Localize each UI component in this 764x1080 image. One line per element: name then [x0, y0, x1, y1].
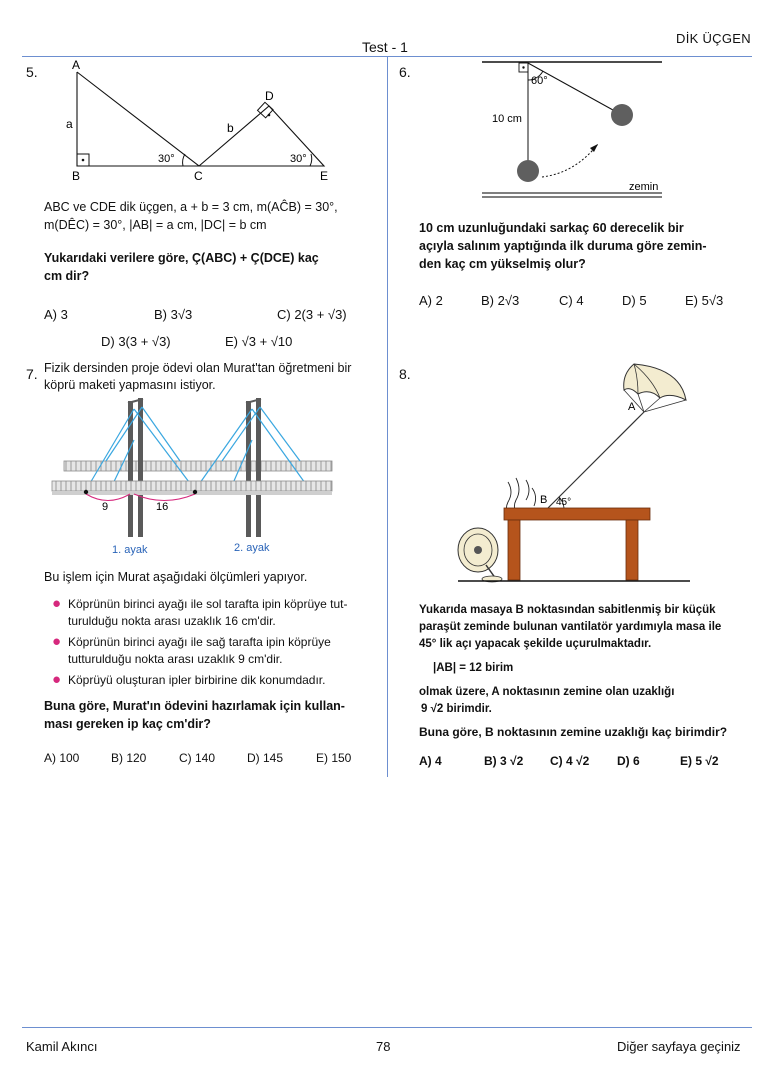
- q8-option-b[interactable]: B) 3 √2: [484, 754, 524, 768]
- q7-bullet2-line2: tutturulduğu nokta arası uzaklık 9 cm'dir.: [68, 652, 283, 666]
- q7-option-b[interactable]: B) 120: [111, 751, 147, 765]
- q8-cond-line2: 9 √2 birimdir.: [421, 703, 492, 715]
- q8-option-a[interactable]: A) 4: [419, 754, 442, 768]
- q8-question: Buna göre, B noktasının zemine uzaklığı kaç birimdir?: [419, 725, 728, 739]
- q6-option-d[interactable]: D) 5: [622, 293, 647, 308]
- q5-label-side-b: b: [227, 121, 234, 135]
- q5-angle-label-c: 30°: [158, 153, 175, 165]
- q7-bullet1-line1: Köprünün birinci ayağı ile sol tarafta ipin köprüye tut-: [68, 597, 348, 611]
- q8-text-line1: Yukarıda masaya B noktasından sabitlenmiş bir küçük: [419, 604, 716, 616]
- q6-option-c[interactable]: C) 4: [559, 293, 584, 308]
- q5-option-c[interactable]: C) 2(3 + √3): [277, 307, 347, 322]
- q7-bullet2-line1: Köprünün birinci ayağı ile sağ tarafta ipin köprüye: [68, 635, 331, 649]
- q8-parachute-figure: [448, 360, 693, 585]
- q5-label-e-vertex: E: [320, 169, 329, 183]
- q7-option-e[interactable]: E) 150: [316, 751, 352, 765]
- q5-text-line2: m(DÊC) = 30°, |AB| = a cm, |DC| = b cm: [44, 218, 267, 232]
- q5-label-b-vertex: B: [72, 169, 81, 183]
- q6-number: 6.: [399, 64, 411, 80]
- q7-measure-intro: Bu işlem için Murat aşağıdaki ölçümleri yapıyor.: [44, 570, 308, 584]
- q7-distance-9: 9: [102, 501, 109, 513]
- q7-bullet3-marker: ●: [52, 671, 62, 688]
- q6-option-e[interactable]: E) 5√3: [685, 293, 724, 308]
- q7-leg1-label: 1. ayak: [112, 544, 148, 556]
- q8-number: 8.: [399, 366, 411, 382]
- q8-text-line2: paraşüt zeminde bulunan vantilatör yardımıyla masa ile: [419, 621, 722, 633]
- q6-length-label: 10 cm: [492, 113, 522, 125]
- q5-option-b[interactable]: B) 3√3: [154, 307, 193, 322]
- q5-angle-label-e: 30°: [290, 153, 307, 165]
- topic-title: DİK ÜÇGEN: [676, 31, 751, 46]
- q7-intro-line1: Fizik dersinden proje ödevi olan Murat'tan öğretmeni bir: [44, 361, 352, 375]
- q6-angle-label: 60°: [531, 75, 548, 87]
- q8-angle-label: 45°: [556, 497, 572, 508]
- q6-question-line1: 10 cm uzunluğundaki sarkaç 60 derecelik bir: [419, 221, 684, 235]
- q5-text-line1: ABC ve CDE dik üçgen, a + b = 3 cm, m(AĈB) = 30°,: [44, 200, 338, 214]
- test-label: Test - 1: [362, 39, 408, 55]
- footer-author: Kamil Akıncı: [26, 1039, 98, 1054]
- q6-option-b[interactable]: B) 2√3: [481, 293, 520, 308]
- q8-option-c[interactable]: C) 4 √2: [550, 754, 590, 768]
- q7-distance-16: 16: [156, 501, 169, 513]
- q5-option-d[interactable]: D) 3(3 + √3): [101, 334, 171, 349]
- q5-label-side-a: a: [66, 117, 73, 131]
- q5-question-line2: cm dir?: [44, 269, 90, 283]
- q5-question-line1: Yukarıdaki verilere göre, Ç(ABC) + Ç(DCE) kaç: [44, 251, 319, 265]
- q5-label-a-vertex: A: [72, 58, 81, 72]
- q6-question-line2: açıyla salınım yaptığında ilk duruma göre zemin-: [419, 239, 707, 253]
- q5-label-c-vertex: C: [194, 169, 203, 183]
- q7-leg2-label: 2. ayak: [234, 542, 270, 554]
- q7-number: 7.: [26, 366, 38, 382]
- q7-question-line1: Buna göre, Murat'ın ödevini hazırlamak için kullan-: [44, 699, 345, 713]
- column-divider: [387, 57, 388, 777]
- q8-option-e[interactable]: E) 5 √2: [680, 754, 719, 768]
- q7-option-a[interactable]: A) 100: [44, 751, 80, 765]
- q6-option-a[interactable]: A) 2: [419, 293, 443, 308]
- q5-label-d-vertex: D: [265, 89, 274, 103]
- q6-pendulum-figure: [470, 56, 670, 201]
- q8-option-d[interactable]: D) 6: [617, 754, 640, 768]
- q7-bullet1-line2: turulduğu nokta arası uzaklık 16 cm'dir.: [68, 614, 276, 628]
- q5-option-e[interactable]: E) √3 + √10: [225, 334, 293, 349]
- q8-given: |AB| = 12 birim: [433, 662, 514, 674]
- q7-option-c[interactable]: C) 140: [179, 751, 216, 765]
- q8-cond-line1: olmak üzere, A noktasının zemine olan uzaklığı: [419, 686, 675, 698]
- q8-label-b: B: [540, 494, 548, 506]
- footer-rule: [22, 1027, 752, 1028]
- next-page-note: Diğer sayfaya geçiniz: [617, 1039, 741, 1054]
- q7-bridge-figure: [50, 395, 335, 560]
- q7-intro-line2: köprü maketi yapmasını istiyor.: [44, 378, 216, 392]
- q7-bullet3-line1: Köprüyü oluşturan ipler birbirine dik konumdadır.: [68, 673, 326, 687]
- q6-ground-label: zemin: [629, 181, 659, 193]
- q8-text-line3: 45° lik açı yapacak şekilde uçurulmaktadır.: [419, 638, 652, 650]
- q7-bullet2-marker: ●: [52, 633, 62, 650]
- q7-question-line2: ması gereken ip kaç cm'dir?: [44, 717, 211, 731]
- q7-option-d[interactable]: D) 145: [247, 751, 284, 765]
- q8-label-a: A: [628, 401, 636, 413]
- q5-triangle-figure: [40, 58, 350, 186]
- page-number: 78: [376, 1039, 391, 1054]
- q5-option-a[interactable]: A) 3: [44, 307, 68, 322]
- q6-question-line3: den kaç cm yükselmiş olur?: [419, 257, 586, 271]
- q5-number: 5.: [26, 64, 38, 80]
- q7-bullet1-marker: ●: [52, 595, 62, 612]
